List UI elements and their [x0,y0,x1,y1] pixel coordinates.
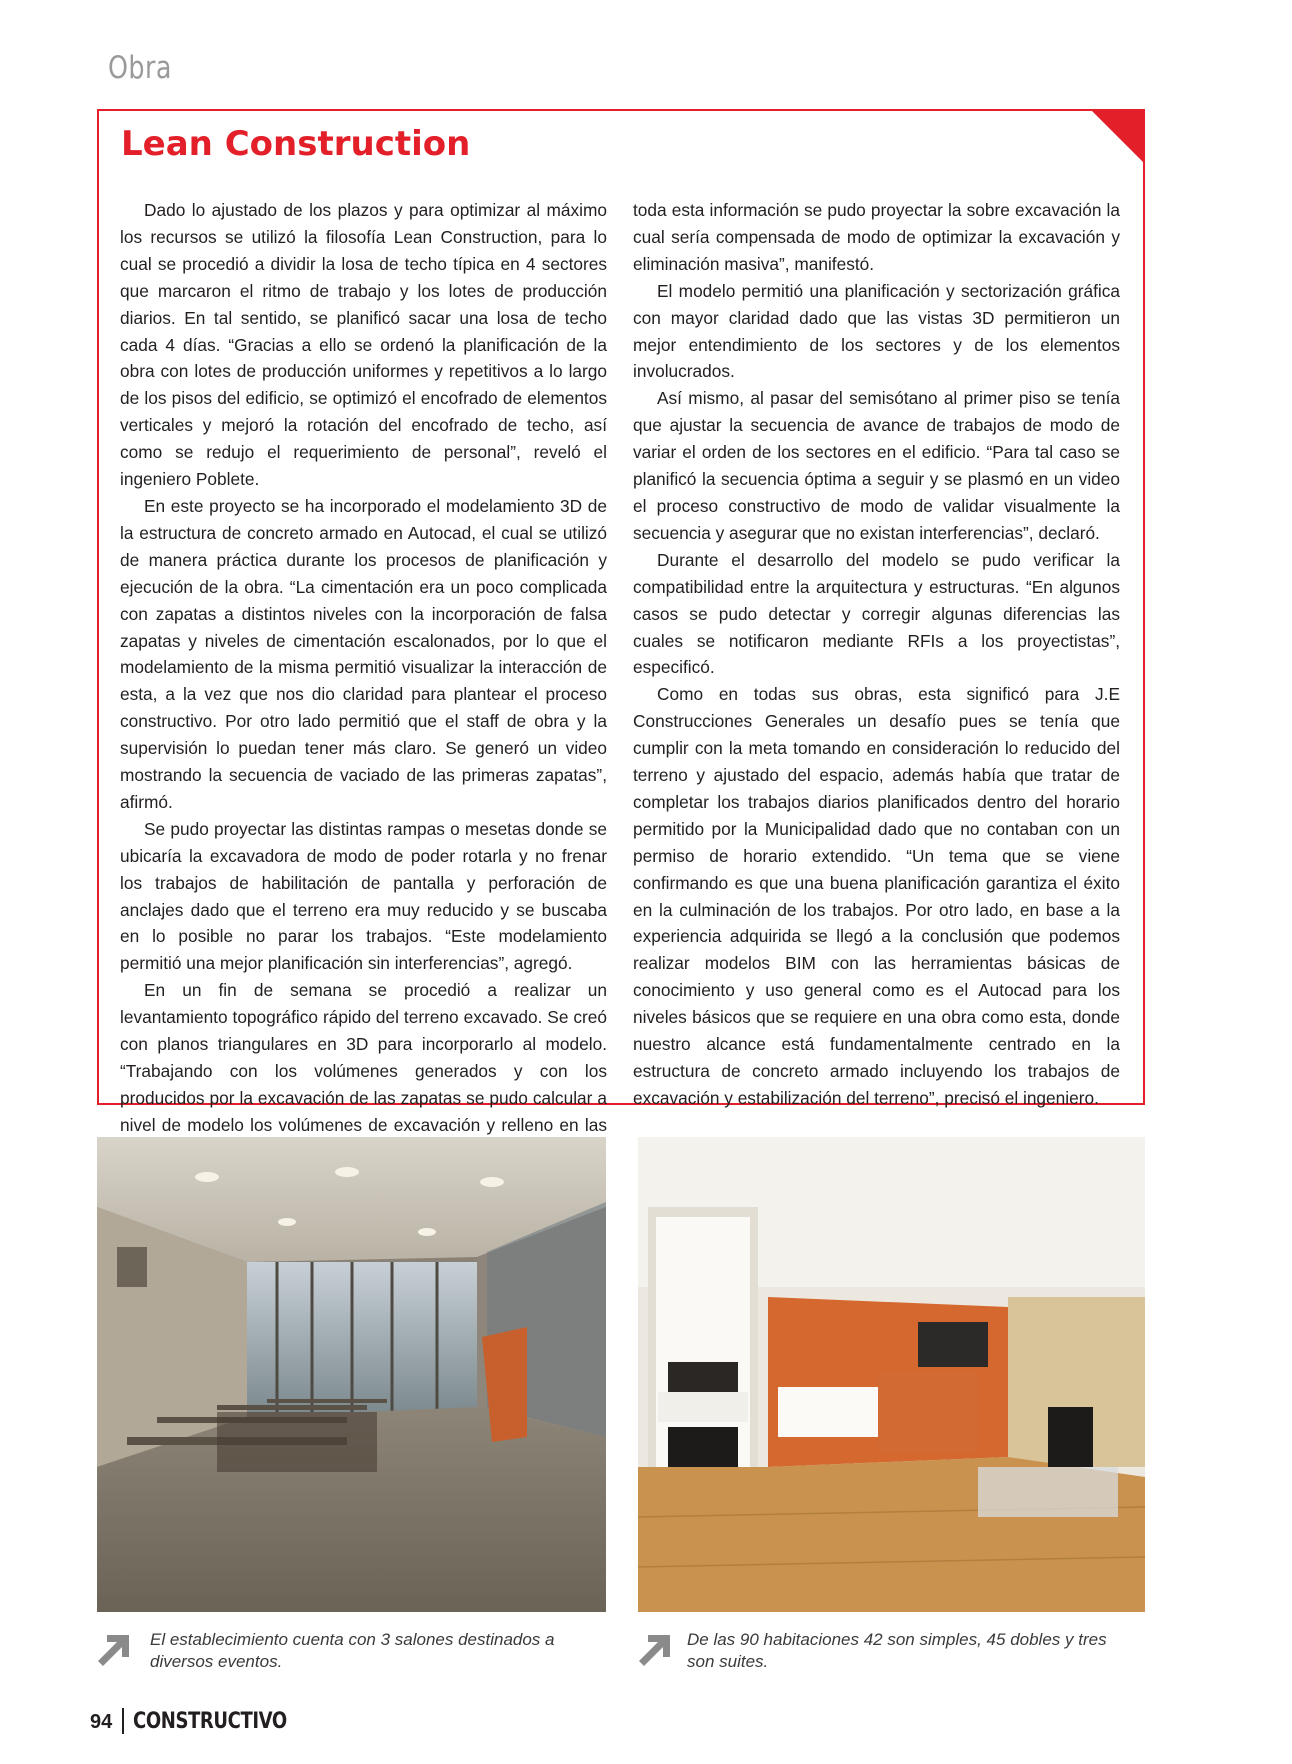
hotel-room-photo [638,1137,1145,1612]
magazine-brand: CONSTRUCTIVO [133,1709,287,1734]
paragraph: Dado lo ajustado de los plazos y para optimizar al máximo los recursos se utilizó la filosofía Lean Construction, para lo cual se procedió a dividir la losa de techo típica en 4 sectores que marcaron el ritmo de trabajo y los lotes de producción diarios. En tal sentido, se planificó sacar una losa de techo cada 4 días. “Gracias a ello se ordenó la planificación de la obra con lotes de producción uniformes y repetitivos a lo largo de los pisos del edificio, se optimizó el encofrado de elementos verticales y mejoró la rotación del encofrado de techo, así como se redujo el requerimiento de personal”, reveló el ingeniero Poblete. [120,200,607,490]
paragraph: Se pudo proyectar las distintas rampas o mesetas donde se ubicaría la excavadora de modo de poder rotarla y no frenar los trabajos de habilitación de pantalla y perforación de anclajes dado que el terreno era muy reducido y se buscaba en lo posible no parar los trabajos. “Este modelamiento permitió una mejor planificación sin interferencias”, agregó. [120,818,607,974]
article-title: Lean Construction [121,124,471,164]
arrow-up-right-icon [638,1633,672,1667]
arrow-up-right-icon [97,1633,131,1667]
photo-caption-left: El establecimiento cuenta con 3 salones destinados a diversos eventos. [150,1630,555,1671]
page-number: 94 [90,1711,113,1733]
event-room-photo [97,1137,606,1612]
column-right [633,197,1120,1112]
photo-caption-right: De las 90 habitaciones 42 son simples, 45 dobles y tres son suites. [687,1630,1107,1671]
paragraph: En un fin de semana se procedió a realizar un levantamiento topográfico rápido del terreno excavado. Se creó con planos triangulares en 3D para incorporarlo al modelo. “Trabajando con los volúmenes generados y con los producidos por la excavación de las zapatas se pudo calcular a nivel de modelo los volúmenes de excavación y relleno en las [120,980,607,1135]
paragraph: Durante el desarrollo del modelo se pudo verificar la compatibilidad entre la arquitectura y estructuras. “En algunos casos se pudo detectar y corregir algunas diferencias las cuales se notificaron mediante RFIs a los proyectistas”, especificó. [633,549,1120,678]
section-label: Obra [108,50,172,86]
paragraph: toda esta información se pudo proyectar la sobre excavación la cual sería compensada de modo de optimizar la excavación y eliminación masiva”, manifestó. [633,200,1120,274]
column-left [120,197,607,1166]
paragraph: Como en todas sus obras, esta significó para J.E Construcciones Generales un desafío pues se tenía que cumplir con la meta tomando en consideración lo reducido del terreno y ajustado del espacio, además había que tratar de completar los trabajos diarios planificados dentro del horario permitido por la Municipalidad dado que no contaban con un permiso de horario extendido. “Un tema que se viene confirmando es que una buena planificación garantiza el éxito en la culminación de los trabajos. Por otro lado, en base a la experiencia adquirida se llegó a la conclusión que podemos realizar modelos BIM con las herramientas básicas de conocimiento y uso general como es el Autocad para los niveles básicos que se requiere en una obra como esta, donde nuestro alcance está fundamentalmente centrado en la estructura de concreto armado incluyendo los trabajos de excavación y estabilización del terreno”, precisó el ingeniero. [633,684,1120,1108]
paragraph: Así mismo, al pasar del semisótano al primer piso se tenía que ajustar la secuencia de avance de trabajos de modo de variar el orden de los sectores en el edificio. “Para tal caso se planificó la secuencia óptima a seguir y se plasmó en un video el proceso constructivo de modo de validar visualmente la secuencia y asegurar que no existan interferencias”, declaró. [633,388,1120,543]
footer-divider [122,1708,124,1734]
paragraph: El modelo permitió una planificación y sectorización gráfica con mayor claridad dado que las vistas 3D permitieron un mejor entendimiento de los sectores y de los elementos involucrados. [633,280,1120,382]
paragraph: En este proyecto se ha incorporado el modelamiento 3D de la estructura de concreto armado en Autocad, el cual se utilizó de manera práctica durante los procesos de planificación y ejecución de la obra. “La cimentación era un poco complicada con zapatas a distintos niveles con la incorporación de falsa zapatas y niveles de cimentación escalonados, por lo que el modelamiento de la misma permitió visualizar la interacción de esta, a la vez que nos dio claridad para plantear el proceso constructivo. Por otro lado permitió que el staff de obra y la supervisión lo puedan tener más claro. Se generó un video mostrando la secuencia de vaciado de las primeras zapatas”, afirmó. [120,495,607,812]
